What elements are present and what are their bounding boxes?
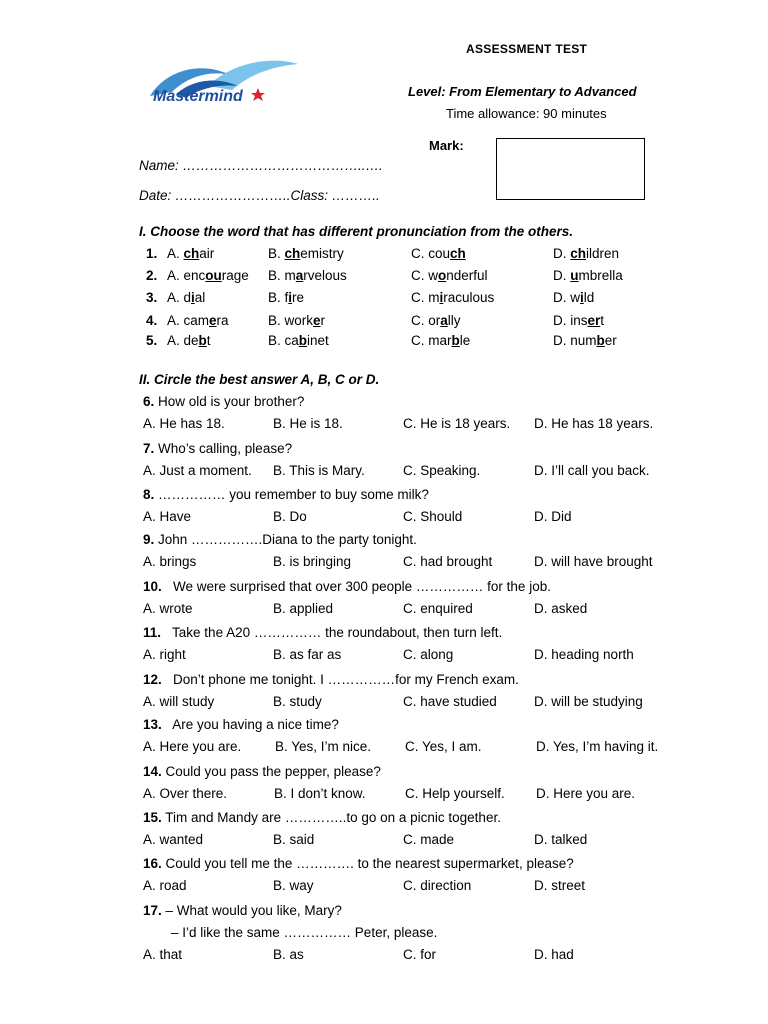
- question-stem: 17. – What would you like, Mary?: [143, 903, 342, 918]
- pronunciation-row: [0, 313, 768, 335]
- answer-option-c[interactable]: C. for: [403, 947, 437, 962]
- pronunciation-row: [0, 290, 768, 312]
- answer-option-d[interactable]: D. had: [534, 947, 574, 962]
- answer-option-b[interactable]: B. This is Mary.: [273, 463, 365, 478]
- question-stem: 8. …………… you remember to buy some milk?: [143, 487, 429, 502]
- answer-option-d[interactable]: D. will be studying: [534, 694, 643, 709]
- answer-option-b[interactable]: B. said: [273, 832, 315, 847]
- answer-option-b[interactable]: B. I don’t know.: [274, 786, 366, 801]
- question-stem: 10. We were surprised that over 300 people …………… for the job.: [143, 579, 551, 594]
- logo-text: Mastermind: [153, 88, 243, 105]
- date-class-field[interactable]: Date: ……………………..Class: ………..: [139, 188, 380, 203]
- answer-option-b[interactable]: B. Yes, I’m nice.: [275, 739, 372, 754]
- answer-option-b[interactable]: B. He is 18.: [273, 416, 343, 431]
- answer-option-c[interactable]: C. Should: [403, 509, 463, 524]
- answer-option-c[interactable]: C. Help yourself.: [405, 786, 505, 801]
- name-field[interactable]: Name: …………………………………..….: [139, 158, 383, 173]
- question-stem: 7. Who’s calling, please?: [143, 441, 293, 456]
- pronunciation-row: [0, 333, 768, 355]
- mark-label: Mark:: [429, 138, 464, 153]
- mastermind-logo: [146, 56, 302, 114]
- pronunciation-option[interactable]: A. chair: [167, 246, 215, 261]
- answer-option-d[interactable]: D. asked: [534, 601, 588, 616]
- answer-option-a[interactable]: A. that: [143, 947, 183, 962]
- question-number: 4.: [146, 313, 158, 328]
- pronunciation-option[interactable]: C. couch: [411, 246, 466, 261]
- answer-option-b[interactable]: B. as: [273, 947, 304, 962]
- question-number: 3.: [146, 290, 158, 305]
- answer-option-b[interactable]: B. applied: [273, 601, 334, 616]
- pronunciation-option[interactable]: D. number: [553, 333, 617, 348]
- answer-option-a[interactable]: A. Have: [143, 509, 192, 524]
- time-allowance: Time allowance: 90 minutes: [446, 106, 607, 121]
- question-stem: 16. Could you tell me the …………. to the nearest supermarket, please?: [143, 856, 574, 871]
- question-stem: 9. John …………….Diana to the party tonight.: [143, 532, 417, 547]
- pronunciation-option[interactable]: B. worker: [268, 313, 326, 328]
- answer-option-d[interactable]: D. Yes, I’m having it.: [536, 739, 659, 754]
- answer-option-c[interactable]: C. have studied: [403, 694, 497, 709]
- pronunciation-option[interactable]: C. orally: [411, 313, 461, 328]
- answer-option-d[interactable]: D. Did: [534, 509, 572, 524]
- pronunciation-option[interactable]: C. marble: [411, 333, 471, 348]
- answer-option-d[interactable]: D. heading north: [534, 647, 634, 662]
- answer-option-c[interactable]: C. made: [403, 832, 455, 847]
- question-number: 1.: [146, 246, 158, 261]
- pronunciation-option[interactable]: B. marvelous: [268, 268, 347, 283]
- pronunciation-option[interactable]: A. debt: [167, 333, 211, 348]
- answer-option-a[interactable]: A. Over there.: [143, 786, 228, 801]
- answer-option-c[interactable]: C. along: [403, 647, 454, 662]
- answer-option-d[interactable]: D. will have brought: [534, 554, 653, 569]
- answer-option-d[interactable]: D. street: [534, 878, 586, 893]
- mark-box[interactable]: [496, 138, 645, 200]
- answer-option-b[interactable]: B. study: [273, 694, 322, 709]
- answer-option-c[interactable]: C. direction: [403, 878, 472, 893]
- answer-option-c[interactable]: C. had brought: [403, 554, 493, 569]
- answer-option-d[interactable]: D. He has 18 years.: [534, 416, 654, 431]
- answer-option-b[interactable]: B. as far as: [273, 647, 342, 662]
- pronunciation-option[interactable]: A. dial: [167, 290, 206, 305]
- answer-option-c[interactable]: C. He is 18 years.: [403, 416, 511, 431]
- pronunciation-option[interactable]: A. encourage: [167, 268, 249, 283]
- pronunciation-option[interactable]: D. children: [553, 246, 620, 261]
- answer-option-a[interactable]: A. right: [143, 647, 186, 662]
- question-stem: 13. Are you having a nice time?: [143, 717, 339, 732]
- answer-option-a[interactable]: A. He has 18.: [143, 416, 225, 431]
- answer-option-a[interactable]: A. Just a moment.: [143, 463, 252, 478]
- answer-option-b[interactable]: B. way: [273, 878, 314, 893]
- answer-option-a[interactable]: A. road: [143, 878, 187, 893]
- answer-option-d[interactable]: D. I’ll call you back.: [534, 463, 650, 478]
- level-label: Level: From Elementary to Advanced: [408, 84, 637, 99]
- question-stem-line-2: – I’d like the same …………… Peter, please.: [171, 925, 438, 940]
- answer-option-a[interactable]: A. Here you are.: [143, 739, 242, 754]
- answer-option-b[interactable]: B. Do: [273, 509, 307, 524]
- question-stem: 11. Take the A20 …………… the roundabout, then turn left.: [143, 625, 503, 640]
- section-2-heading: II. Circle the best answer A, B, C or D.: [139, 372, 380, 387]
- question-stem: 15. Tim and Mandy are …………..to go on a picnic together.: [143, 810, 501, 825]
- pronunciation-option[interactable]: B. chemistry: [268, 246, 344, 261]
- answer-option-a[interactable]: A. will study: [143, 694, 215, 709]
- answer-option-c[interactable]: C. enquired: [403, 601, 473, 616]
- answer-option-b[interactable]: B. is bringing: [273, 554, 352, 569]
- answer-option-c[interactable]: C. Yes, I am.: [405, 739, 482, 754]
- answer-option-a[interactable]: A. brings: [143, 554, 197, 569]
- section-1-heading: I. Choose the word that has different pronunciation from the others.: [139, 224, 574, 239]
- answer-option-a[interactable]: A. wrote: [143, 601, 193, 616]
- pronunciation-option[interactable]: D. umbrella: [553, 268, 623, 283]
- pronunciation-option[interactable]: A. camera: [167, 313, 229, 328]
- answer-option-d[interactable]: D. Here you are.: [536, 786, 636, 801]
- answer-option-c[interactable]: C. Speaking.: [403, 463, 481, 478]
- question-stem: 12. Don’t phone me tonight. I ……………for my French exam.: [143, 672, 519, 687]
- pronunciation-option[interactable]: D. wild: [553, 290, 595, 305]
- page-title: ASSESSMENT TEST: [466, 42, 588, 56]
- pronunciation-option[interactable]: D. insert: [553, 313, 605, 328]
- pronunciation-option[interactable]: B. cabinet: [268, 333, 329, 348]
- question-stem: 14. Could you pass the pepper, please?: [143, 764, 381, 779]
- pronunciation-option[interactable]: B. fire: [268, 290, 305, 305]
- question-stem: 6. How old is your brother?: [143, 394, 305, 409]
- question-number: 5.: [146, 333, 158, 348]
- pronunciation-option[interactable]: C. miraculous: [411, 290, 495, 305]
- pronunciation-option[interactable]: C. wonderful: [411, 268, 488, 283]
- pronunciation-row: [0, 246, 768, 268]
- pronunciation-row: [0, 268, 768, 290]
- answer-option-d[interactable]: D. talked: [534, 832, 588, 847]
- question-number: 2.: [146, 268, 158, 283]
- answer-option-a[interactable]: A. wanted: [143, 832, 204, 847]
